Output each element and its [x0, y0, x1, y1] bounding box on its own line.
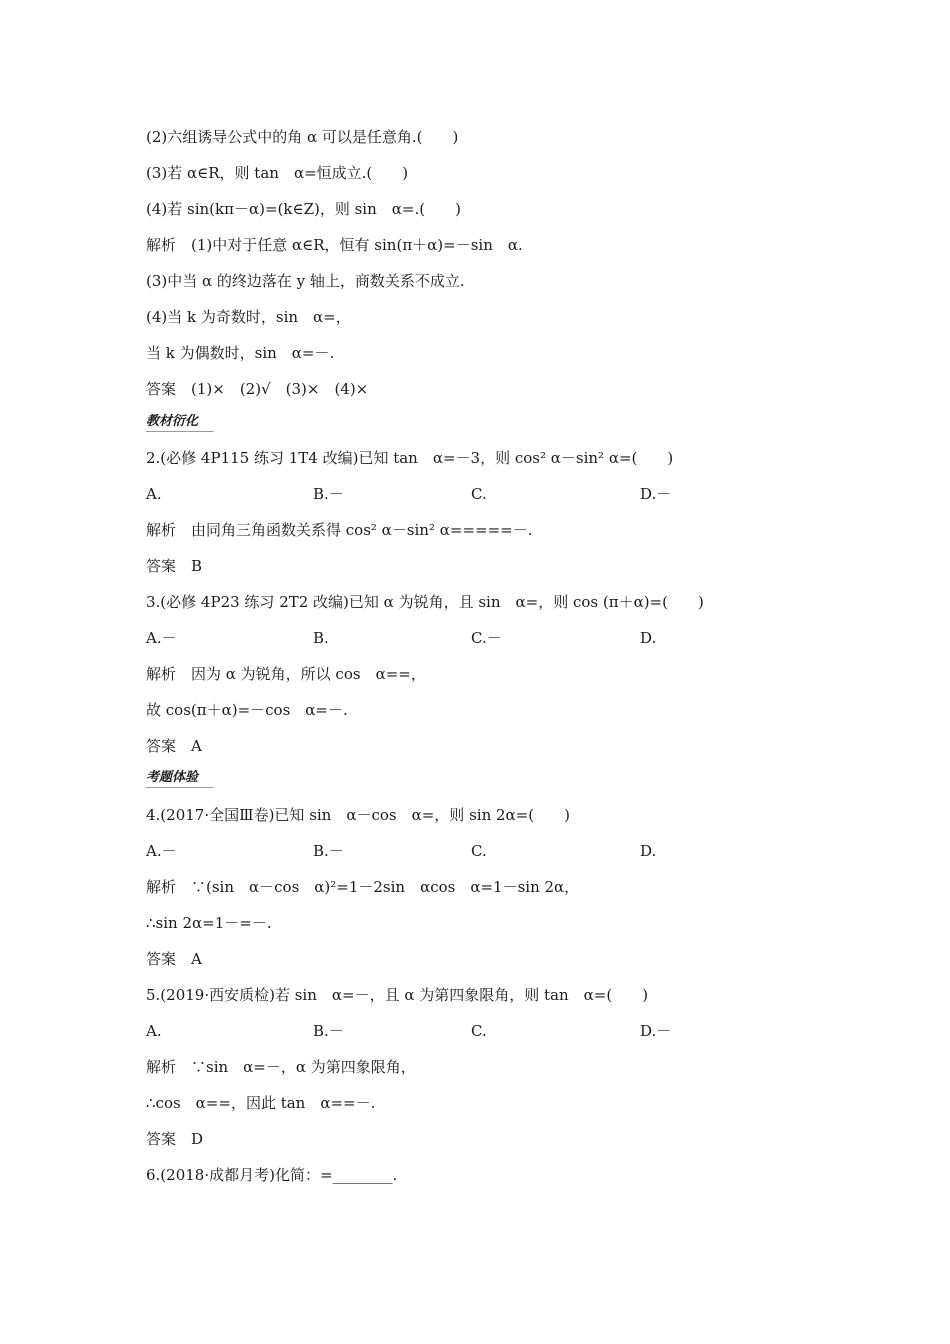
- answer-line: 答案 B: [146, 557, 203, 575]
- question-4-stem: 4.(2017·全国Ⅲ卷)已知 sin α－cos α=，则 sin 2α=( ): [146, 806, 570, 824]
- analysis-line: 解析 因为 α 为锐角，所以 cos α==，: [146, 665, 426, 683]
- section-heading-text: 教材衍化: [146, 414, 199, 429]
- analysis-line: ∴sin 2α=1－=－.: [146, 914, 272, 932]
- statement-3: (3)若 α∈R，则 tan α=恒成立.( ): [146, 164, 409, 182]
- analysis-line: 故 cos(π＋α)=－cos α=－.: [146, 701, 348, 719]
- answer-line: 答案 (1)× (2)√ (3)× (4)×: [146, 380, 369, 398]
- analysis-line: (4)当 k 为奇数时，sin α=，: [146, 308, 351, 326]
- option-d: D.－: [640, 485, 672, 503]
- option-b: B.－: [313, 1022, 344, 1040]
- option-a: A.: [146, 1022, 162, 1040]
- answer-line: 答案 A: [146, 737, 202, 755]
- option-b: B.: [313, 629, 329, 647]
- option-d: D.: [640, 629, 657, 647]
- analysis-line: 解析 ∵(sin α－cos α)²=1－2sin αcos α=1－sin 2α，: [146, 878, 580, 896]
- question-5-stem: 5.(2019·西安质检)若 sin α=－，且 α 为第四象限角，则 tan α=( ): [146, 986, 649, 1004]
- question-2-stem: 2.(必修 4P115 练习 1T4 改编)已知 tan α=－3，则 cos² α－sin² α=( ): [146, 449, 674, 467]
- analysis-line: 解析 (1)中对于任意 α∈R，恒有 sin(π＋α)=－sin α.: [146, 236, 523, 254]
- option-c: C.: [471, 1022, 487, 1040]
- option-d: D.－: [640, 1022, 672, 1040]
- option-a: A.－: [146, 629, 177, 647]
- answer-line: 答案 D: [146, 1130, 204, 1148]
- analysis-line: 当 k 为偶数时，sin α=－.: [146, 344, 335, 362]
- option-b: B.－: [313, 842, 344, 860]
- option-c: C.: [471, 842, 487, 860]
- option-b: B.－: [313, 485, 344, 503]
- section-heading-text: 考题体验: [146, 770, 199, 785]
- analysis-line: 解析 由同角三角函数关系得 cos² α－sin² α=====－.: [146, 521, 533, 539]
- statement-2: (2)六组诱导公式中的角 α 可以是任意角.( ): [146, 128, 459, 146]
- statement-4: (4)若 sin(kπ－α)=(k∈Z)，则 sin α=.( ): [146, 200, 461, 218]
- option-c: C.－: [471, 629, 502, 647]
- option-d: D.: [640, 842, 657, 860]
- analysis-line: 解析 ∵sin α=－，α 为第四象限角，: [146, 1058, 416, 1076]
- option-a: A.－: [146, 842, 177, 860]
- option-a: A.: [146, 485, 162, 503]
- option-c: C.: [471, 485, 487, 503]
- question-3-stem: 3.(必修 4P23 练习 2T2 改编)已知 α 为锐角，且 sin α=，则 cos (π＋α)=( ): [146, 593, 704, 611]
- answer-line: 答案 A: [146, 950, 202, 968]
- analysis-line: (3)中当 α 的终边落在 y 轴上，商数关系不成立.: [146, 272, 465, 290]
- question-6-stem: 6.(2018·成都月考)化简：=________.: [146, 1166, 398, 1184]
- analysis-line: ∴cos α==，因此 tan α==－.: [146, 1094, 376, 1112]
- section-heading: [146, 413, 206, 432]
- section-heading: [146, 769, 206, 788]
